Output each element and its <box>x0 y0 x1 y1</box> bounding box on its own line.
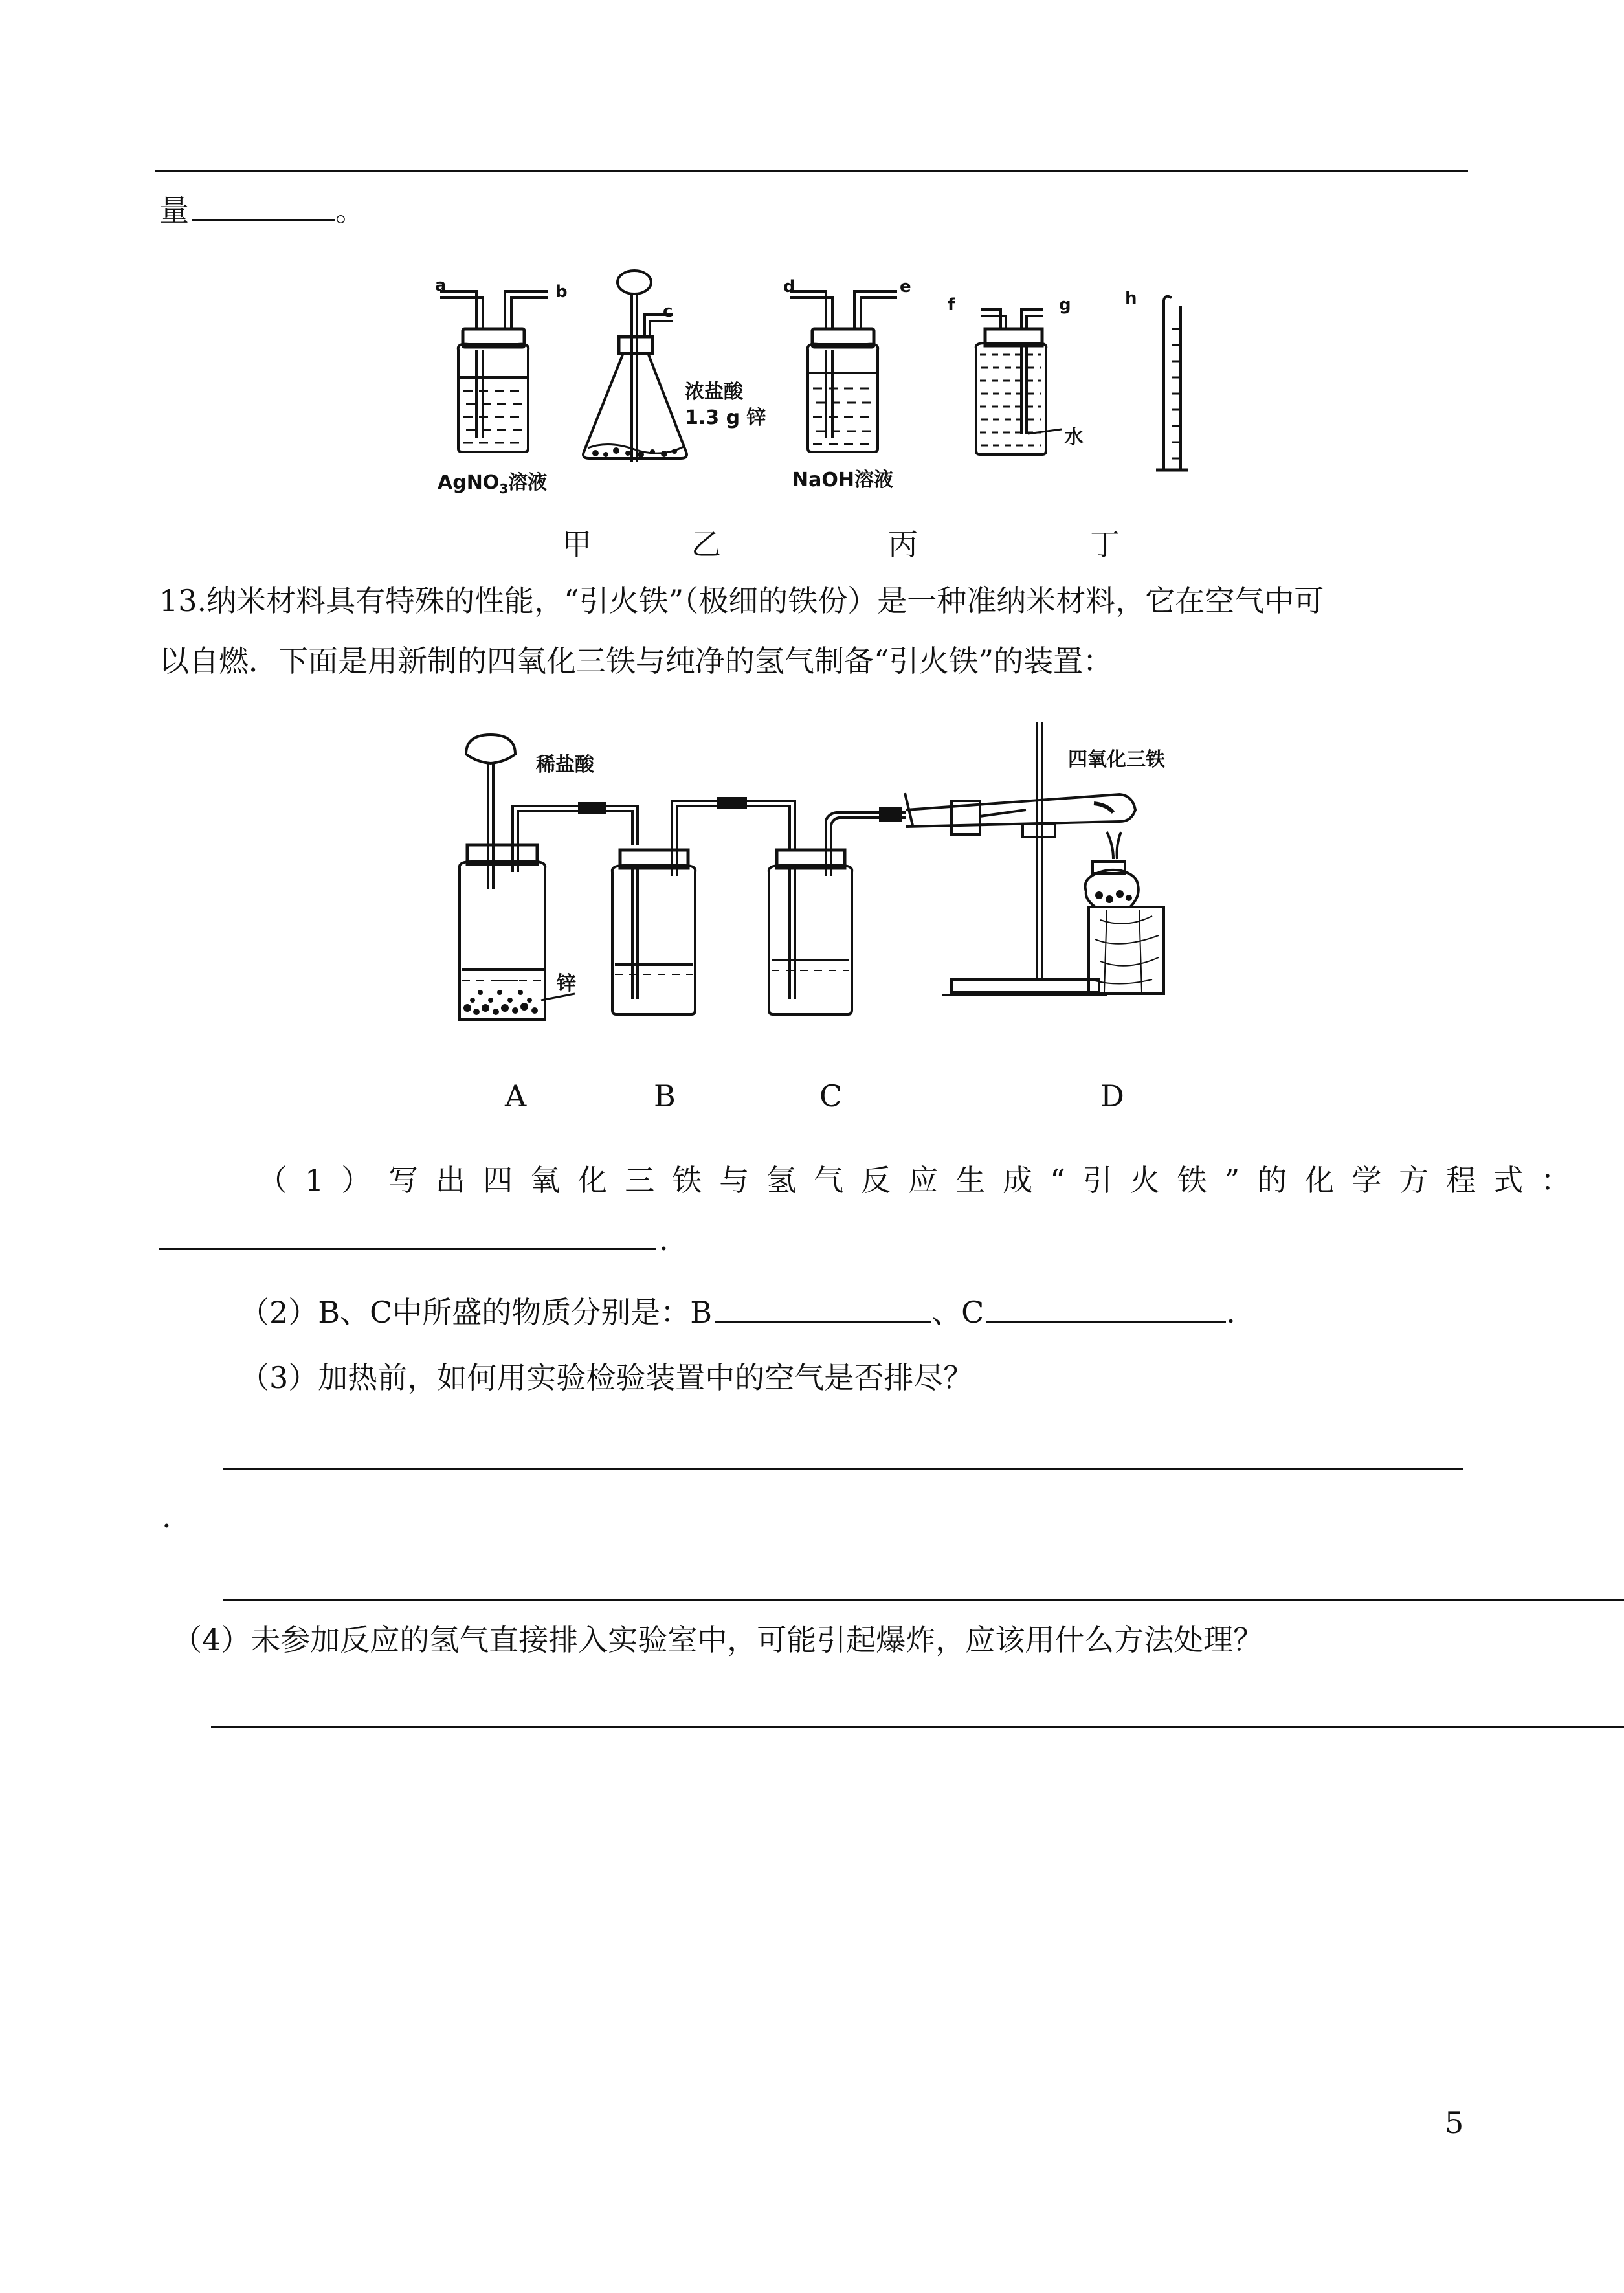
question-1-period: . <box>659 1222 669 1257</box>
label-water: 水 <box>1064 426 1084 449</box>
caption-a: A <box>505 1079 527 1113</box>
caption-c: C <box>819 1079 843 1113</box>
answer-blank[interactable] <box>192 193 335 221</box>
flask-yi-drawing <box>583 271 687 462</box>
answer-blank-b[interactable] <box>715 1295 931 1323</box>
caption-d: D <box>1100 1079 1124 1113</box>
question-2-period: . <box>1226 1295 1236 1330</box>
bottle-bing-drawing <box>790 291 897 452</box>
bottle-jia-drawing <box>440 291 548 452</box>
answer-line-1[interactable] <box>159 1248 656 1250</box>
funnel-drawing <box>466 735 515 763</box>
alcohol-lamp-drawing <box>1085 832 1164 994</box>
label-fe3o4: 四氧化三铁 <box>1068 748 1165 771</box>
label-a: a <box>435 276 447 295</box>
bottle-c-drawing <box>769 850 852 1014</box>
agno3-formula: AgNO <box>438 471 500 494</box>
agno3-solution-word: 溶液 <box>508 471 548 494</box>
label-naoh-solution: NaOH溶液 <box>792 469 893 491</box>
q12-suffix: 。 <box>335 193 365 228</box>
label-b: b <box>555 282 568 302</box>
caption-jia: 甲 <box>562 527 592 562</box>
q12-prefix: 量 <box>159 193 189 228</box>
question-3-period: . <box>162 1499 172 1534</box>
caption-b: B <box>654 1079 676 1113</box>
label-agno3-solution <box>438 466 547 497</box>
question-2-c-label: 、C <box>931 1295 984 1330</box>
label-dilute-hcl: 稀盐酸 <box>536 754 594 776</box>
answer-line-3b[interactable] <box>223 1599 1624 1601</box>
q13-line-1: 13.纳米材料具有特殊的性能，“引火铁”（极细的铁份）是一种准纳米材料，它在空气中可 <box>159 583 1324 618</box>
caption-bing: 丙 <box>888 527 918 562</box>
label-zinc: 锌 <box>557 972 576 995</box>
page-number: 5 <box>1445 2105 1464 2140</box>
bottle-b-drawing <box>612 850 695 1014</box>
label-d: d <box>783 277 795 296</box>
label-c: c <box>663 302 673 321</box>
question-2-line <box>239 1295 1236 1330</box>
question-3-text: （3）加热前，如何用实验检验装置中的空气是否排尽？ <box>239 1360 973 1395</box>
q13-line-2: 以自燃．下面是用新制的四氧化三铁与纯净的氢气制备“引火铁”的装置： <box>159 643 1113 678</box>
answer-blank-c[interactable] <box>986 1295 1226 1323</box>
caption-ding: 丁 <box>1090 527 1120 562</box>
caption-yi: 乙 <box>691 527 721 562</box>
label-conc-hcl: 浓盐酸 <box>685 381 743 403</box>
question-2-text: （2）B、C中所盛的物质分别是：B <box>239 1295 713 1330</box>
label-f: f <box>948 295 955 315</box>
graduated-cylinder-drawing <box>1156 296 1188 470</box>
question-4-text: （4）未参加反应的氢气直接排入实验室中，可能引起爆炸，应该用什么方法处理？ <box>172 1622 1263 1657</box>
agno3-subscript: 3 <box>499 481 509 497</box>
reaction-tube-drawing <box>906 794 1135 834</box>
q12-answer-line <box>159 193 365 228</box>
label-zinc-mass: 1.3 g 锌 <box>685 407 766 429</box>
label-h: h <box>1125 289 1137 308</box>
label-g: g <box>1059 295 1071 315</box>
answer-line-3a[interactable] <box>223 1468 1463 1470</box>
question-1-text: （1）写出四氧化三铁与氢气反应生成“引火铁”的化学方程式： <box>258 1163 1588 1198</box>
header-rule <box>155 170 1468 172</box>
label-e: e <box>900 277 911 296</box>
answer-line-4[interactable] <box>211 1726 1624 1728</box>
